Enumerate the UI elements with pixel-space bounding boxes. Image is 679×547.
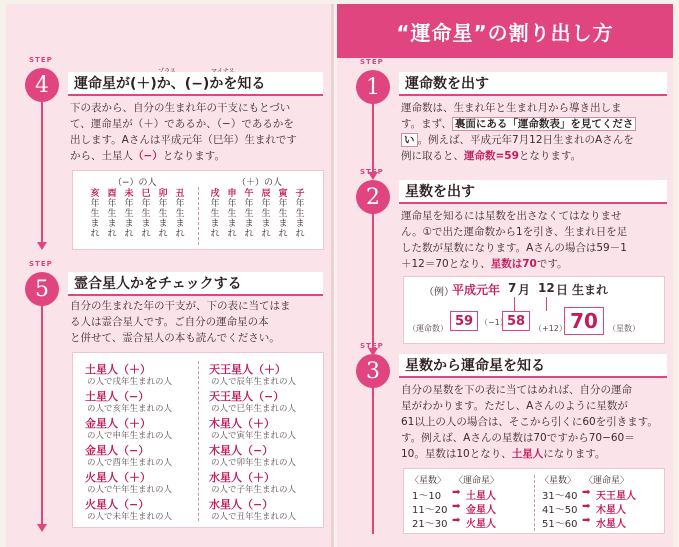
eto-suffix-char: れ — [261, 229, 271, 239]
reigou-star-desc: の人で卯年生まれの人 — [211, 458, 297, 468]
range-value: 51～60 — [542, 519, 578, 530]
eto-year-column — [277, 189, 289, 239]
unmei-value-box: 59 — [450, 311, 478, 331]
eto-suffix-char: れ — [175, 229, 185, 239]
eto-suffix-char: 年 — [244, 199, 254, 209]
eto-suffix-char: れ — [124, 229, 134, 239]
eto-suffix-char: れ — [107, 229, 117, 239]
left-page — [6, 4, 331, 547]
eto-sign: 卯 — [158, 189, 168, 199]
range-star: 木星人 — [596, 505, 626, 516]
example-prefix: （例） — [424, 287, 454, 298]
eto-suffix-char: れ — [227, 229, 237, 239]
example-suffix: 生まれ — [572, 283, 609, 297]
reigou-star-name: 金星人（＋） — [85, 417, 151, 430]
eto-year-column — [174, 189, 186, 239]
hoshi-value-box: 70 — [564, 307, 604, 335]
eto-suffix-char: 生 — [210, 209, 220, 219]
reigou-star-desc: の人で午年生まれの人 — [87, 485, 173, 495]
step-2-circle: STEP 2 — [356, 180, 390, 214]
eto-suffix-char: 生 — [158, 209, 168, 219]
eto-suffix-char: れ — [210, 229, 220, 239]
arrow-right-icon: ➡ — [452, 487, 461, 498]
eto-suffix-char: れ — [90, 229, 100, 239]
arrow-right-icon: ➡ — [582, 487, 591, 498]
timeline-line — [41, 84, 43, 244]
label-plus-day: （+12） — [534, 324, 567, 333]
eto-suffix-char: れ — [295, 229, 305, 239]
eto-sign: 子 — [295, 189, 305, 199]
arrow-right-icon: ➡ — [452, 515, 461, 526]
reigou-star-name: 土星人（−） — [85, 390, 150, 403]
step-1-text: 運命数は、生まれ年と生まれ月から導き出しま す。まず、 裏面にある「運命数表」を見てくださ い 。例えば、平成元年7月12日生まれのAさんを 例に取ると、運命数=59となります。 — [401, 100, 671, 164]
example-era: 平成元年 — [452, 283, 501, 297]
eto-suffix-char: ま — [244, 219, 254, 229]
step-3-heading: 星数から運命星を知る — [399, 354, 667, 378]
eto-suffix-char: 生 — [244, 209, 254, 219]
reigou-star-name: 天王星人（＋） — [209, 363, 286, 376]
eto-sign: 未 — [124, 189, 134, 199]
reigou-star-desc: の人で亥年生まれの人 — [87, 404, 173, 414]
eto-suffix-char: 生 — [227, 209, 237, 219]
step-3-text: 自分の星数を下の表に当てはめれば、自分の運命 星がわかります。ただし、Aさんのように星数が 61以上の人の場合は、そこから引くに60を引きます。 す。例えば、Aさんの星数は70ですから70−60＝ 10。星数は10となり、土星人になります。 — [401, 384, 658, 460]
label-unmei: （運命数） — [408, 324, 448, 333]
reigou-star-name: 火星人（＋） — [85, 471, 151, 484]
example-box — [403, 276, 665, 344]
eto-suffix-char: 生 — [107, 209, 117, 219]
table-divider — [198, 187, 199, 245]
flow-connector — [546, 297, 547, 311]
eto-suffix-char: 生 — [141, 209, 151, 219]
timeline-line — [372, 200, 374, 350]
reigou-star-desc: の人で申年生まれの人 — [87, 431, 173, 441]
star-range-table — [403, 468, 665, 534]
eto-suffix-char: 年 — [227, 199, 237, 209]
step-3-circle: STEP 3 — [356, 354, 390, 388]
eto-suffix-char: ま — [141, 219, 151, 229]
reigou-star-desc: の人で寅年生まれの人 — [211, 431, 297, 441]
table-divider — [198, 361, 199, 521]
range-star: 土星人 — [466, 491, 496, 502]
reigou-star-name: 木星人（＋） — [209, 417, 275, 430]
step-4-heading: 運命星が(＋)か、(−)かを知る — [68, 72, 323, 96]
minus-one-value-box: 58 — [502, 311, 530, 331]
eto-suffix-char: れ — [158, 229, 168, 239]
eto-suffix-char: 年 — [295, 199, 305, 209]
range-star: 火星人 — [466, 519, 496, 530]
eto-suffix-char: 年 — [278, 199, 288, 209]
eto-suffix-char: 年 — [210, 199, 220, 209]
step-4-circle: STEP 4 — [25, 68, 59, 102]
reigou-star-desc: の人で酉年生まれの人 — [87, 458, 173, 468]
reigou-star-desc: の人で戌年生まれの人 — [87, 377, 173, 387]
step-1-heading: 運命数を出す — [399, 72, 667, 96]
minus-people-label: （−）の人 — [113, 178, 157, 188]
timeline-line — [372, 384, 374, 534]
eto-sign: 辰 — [261, 189, 271, 199]
eto-year-column — [209, 189, 221, 239]
eto-suffix-char: ま — [158, 219, 168, 229]
eto-suffix-char: ま — [124, 219, 134, 229]
eto-year-column — [106, 189, 118, 239]
range-star: 水星人 — [596, 519, 626, 530]
eto-suffix-char: れ — [244, 229, 254, 239]
range-value: 1～10 — [412, 491, 442, 502]
label-minus-one: （−1） — [480, 318, 508, 327]
eto-year-column — [243, 189, 255, 239]
eto-sign: 寅 — [278, 189, 288, 199]
eto-suffix-char: ま — [227, 219, 237, 229]
reigou-star-name: 金星人（−） — [85, 444, 150, 457]
eto-sign: 申 — [227, 189, 237, 199]
step-4-text: 下の表から、自分の生まれ年の干支にもとづい て、運命星が（＋）であるか、（−）であるかを 出します。Aさんは平成元年（巳年）生まれです から、土星人（−）となります。 — [70, 102, 297, 162]
step-5-heading: 霊合星人かをチェックする — [68, 272, 323, 296]
col-unmei-right: 〈運命星〉 — [584, 476, 630, 486]
range-value: 21～30 — [412, 519, 448, 530]
arrow-right-icon: ➡ — [582, 501, 591, 512]
eto-sign: 巳 — [141, 189, 151, 199]
eto-suffix-char: れ — [278, 229, 288, 239]
eto-suffix-char: 年 — [158, 199, 168, 209]
eto-suffix-char: 年 — [261, 199, 271, 209]
col-star-left: 〈星数〉 — [410, 476, 447, 486]
arrow-right-icon: ➡ — [582, 515, 591, 526]
eto-sign: 亥 — [90, 189, 100, 199]
range-value: 31～40 — [542, 491, 578, 502]
arrow-right-icon: ➡ — [452, 501, 461, 512]
step-5-circle: STEP 5 — [25, 272, 59, 306]
reigou-star-desc: の人で丑年生まれの人 — [211, 512, 297, 522]
timeline-line — [41, 294, 43, 526]
table-divider — [534, 475, 535, 531]
eto-suffix-char: れ — [141, 229, 151, 239]
reigou-star-desc: の人で未年生まれの人 — [87, 512, 173, 522]
eto-suffix-char: 年 — [175, 199, 185, 209]
eto-suffix-char: 生 — [278, 209, 288, 219]
timeline-arrow — [37, 242, 47, 250]
reigou-star-name: 土星人（＋） — [85, 363, 151, 376]
range-star: 天王星人 — [596, 491, 636, 502]
eto-sign: 午 — [244, 189, 254, 199]
eto-suffix-char: ま — [295, 219, 305, 229]
eto-suffix-char: ま — [90, 219, 100, 229]
range-value: 11～20 — [412, 505, 448, 516]
flow-connector — [514, 297, 515, 311]
right-page — [337, 4, 673, 547]
reigou-star-name: 水星人（−） — [209, 498, 274, 511]
eto-suffix-char: 生 — [295, 209, 305, 219]
col-unmei-left: 〈運命星〉 — [454, 476, 500, 486]
eto-year-column — [157, 189, 169, 239]
eto-table — [72, 170, 324, 250]
step-2-text: 運命星を知るには星数を出さなくてはなりませ ん。①で出た運命数から1を引き、生まれ日を足 した数が星数になります。Aさんの場合は59－1 ＋12＝70となり、星数は70です。 — [401, 210, 628, 270]
example-day-unit: 日 — [556, 283, 569, 297]
reigou-star-name: 天王星人（−） — [209, 390, 285, 403]
reigou-star-name: 火星人（−） — [85, 498, 150, 511]
eto-suffix-char: 年 — [141, 199, 151, 209]
eto-suffix-char: 生 — [261, 209, 271, 219]
eto-suffix-char: ま — [107, 219, 117, 229]
eto-suffix-char: 生 — [90, 209, 100, 219]
eto-suffix-char: ま — [261, 219, 271, 229]
eto-suffix-char: 年 — [90, 199, 100, 209]
eto-suffix-char: 年 — [107, 199, 117, 209]
step-2-heading: 星数を出す — [399, 180, 667, 204]
eto-year-column — [140, 189, 152, 239]
eto-sign: 戌 — [210, 189, 220, 199]
example-day: 12 — [538, 281, 555, 295]
plus-people-label: （＋）の人 — [237, 178, 283, 188]
eto-suffix-char: 年 — [124, 199, 134, 209]
eto-sign: 酉 — [107, 189, 117, 199]
step-1-circle: STEP 1 — [356, 70, 390, 104]
reigou-star-name: 木星人（−） — [209, 444, 274, 457]
step-5-text: 自分の生まれた年の干支が、下の表に当てはま る人は霊合星人です。ご自分の運命星の本 と併せて、霊合星人の本も読んでください。 — [70, 300, 291, 344]
reigou-star-name: 水星人（＋） — [209, 471, 275, 484]
eto-suffix-char: ま — [210, 219, 220, 229]
reigou-table — [72, 352, 324, 528]
timeline-line — [372, 94, 374, 174]
eto-suffix-char: ま — [175, 219, 185, 229]
range-star: 金星人 — [466, 505, 496, 516]
page-title: “運命星”の割り出し方 — [337, 4, 673, 58]
eto-sign: 丑 — [175, 189, 185, 199]
example-month: 7 — [508, 281, 517, 295]
reigou-star-desc: の人で巳年生まれの人 — [211, 404, 297, 414]
eto-suffix-char: 生 — [175, 209, 185, 219]
label-hoshi: （星数） — [608, 324, 640, 333]
eto-year-column — [260, 189, 272, 239]
col-star-right: 〈星数〉 — [540, 476, 577, 486]
timeline-arrow — [37, 524, 47, 532]
eto-suffix-char: 生 — [124, 209, 134, 219]
reigou-star-desc: の人で子年生まれの人 — [211, 485, 297, 495]
reigou-star-desc: の人で辰年生まれの人 — [211, 377, 297, 387]
example-month-unit: 月 — [518, 283, 531, 297]
eto-suffix-char: ま — [278, 219, 288, 229]
eto-year-column — [89, 189, 101, 239]
eto-year-column — [226, 189, 238, 239]
range-value: 41～50 — [542, 505, 578, 516]
eto-year-column — [123, 189, 135, 239]
eto-year-column — [294, 189, 306, 239]
